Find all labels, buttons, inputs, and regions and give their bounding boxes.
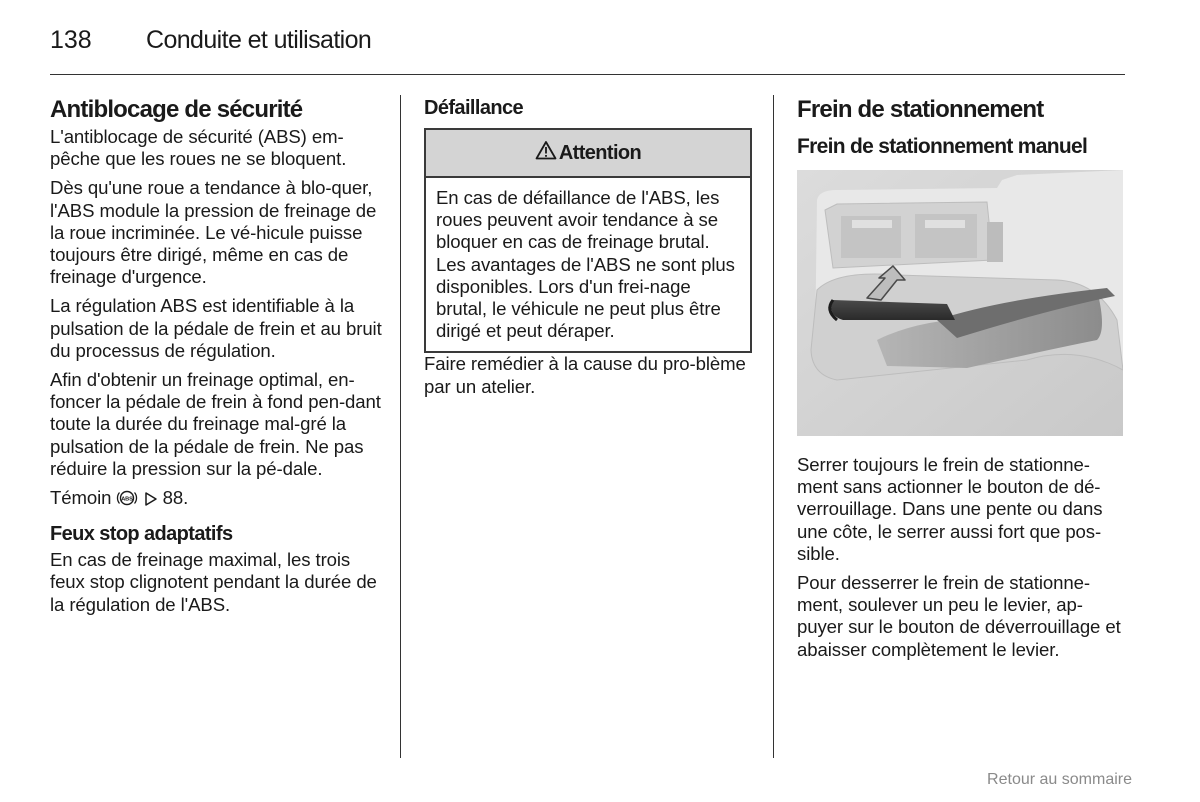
section-heading-feux-stop: Feux stop adaptatifs — [50, 523, 233, 546]
paragraph: Dès qu'une roue a tendance à blo-quer, l'ABS module la pression de freinage de la roue incriminée. Le vé-hicule puisse toujours être dirigé, même en cas de freinage d'urgence. — [50, 177, 377, 288]
abs-warning-lamp-icon — [116, 489, 138, 512]
column-frein-stationnement — [797, 96, 1125, 668]
paragraph: L'antiblocage de sécurité (ABS) em-pêche que les roues ne se bloquent. — [50, 126, 347, 170]
paragraph: Faire remédier à la cause du pro-blème par un atelier. — [424, 353, 746, 397]
chapter-title: Conduite et utilisation — [146, 26, 372, 54]
warning-title: Attention — [558, 141, 642, 164]
section-heading-frein: Frein de stationnement — [797, 96, 1044, 123]
column-divider-1 — [400, 95, 401, 758]
warning-triangle-icon — [535, 140, 559, 165]
parking-brake-lever-illustration — [797, 170, 1123, 436]
temoin-page-ref[interactable]: 88. — [162, 487, 189, 509]
subheading-frein-manuel: Frein de stationnement manuel — [797, 135, 1088, 158]
section-heading-abs: Antiblocage de sécurité — [50, 96, 303, 123]
page-header — [50, 24, 1125, 74]
column-abs — [50, 96, 382, 623]
temoin-line — [50, 487, 382, 512]
back-to-summary-link[interactable]: Retour au sommaire — [987, 771, 1132, 788]
warning-text: En cas de défaillance de l'ABS, les roues peuvent avoir tendance à se bloquer en cas de freinage brutal. Les avantages de l'ABS ne sont plus disponibles. Lors d'un frei-nage brutal, le véhicule ne peut plus être dirigé et peut déraper. — [436, 187, 735, 342]
warning-box — [424, 128, 752, 353]
header-divider — [50, 74, 1125, 75]
warning-header — [426, 130, 750, 178]
paragraph: Pour desserrer le frein de stationne-ment, soulever un peu le levier, ap-puyer sur le bouton de déverrouillage et abaisser complètement le levier. — [797, 572, 1121, 660]
column-defaillance — [424, 96, 754, 405]
page-reference-arrow-icon — [144, 490, 158, 512]
temoin-label: Témoin — [50, 487, 112, 509]
column-divider-2 — [773, 95, 774, 758]
page-number: 138 — [50, 26, 92, 54]
svg-text:ABS: ABS — [121, 496, 134, 503]
paragraph: En cas de freinage maximal, les trois feux stop clignotent pendant la durée de la régulation de l'ABS. — [50, 549, 377, 615]
paragraph: La régulation ABS est identifiable à la pulsation de la pédale de frein et au bruit du processus de régulation. — [50, 295, 382, 361]
section-heading-defaillance: Défaillance — [424, 97, 524, 119]
paragraph: Afin d'obtenir un freinage optimal, en-foncer la pédale de frein à fond pen-dant toute la durée du freinage mal-gré la pulsation de la pédale de frein. Ne pas réduire la pression sur la pé-dale. — [50, 369, 381, 479]
paragraph: Serrer toujours le frein de stationne-ment sans actionner le bouton de dé-verrouillage. Dans une pente ou dans une côte, le serrer aussi fort que pos-sible. — [797, 454, 1103, 564]
